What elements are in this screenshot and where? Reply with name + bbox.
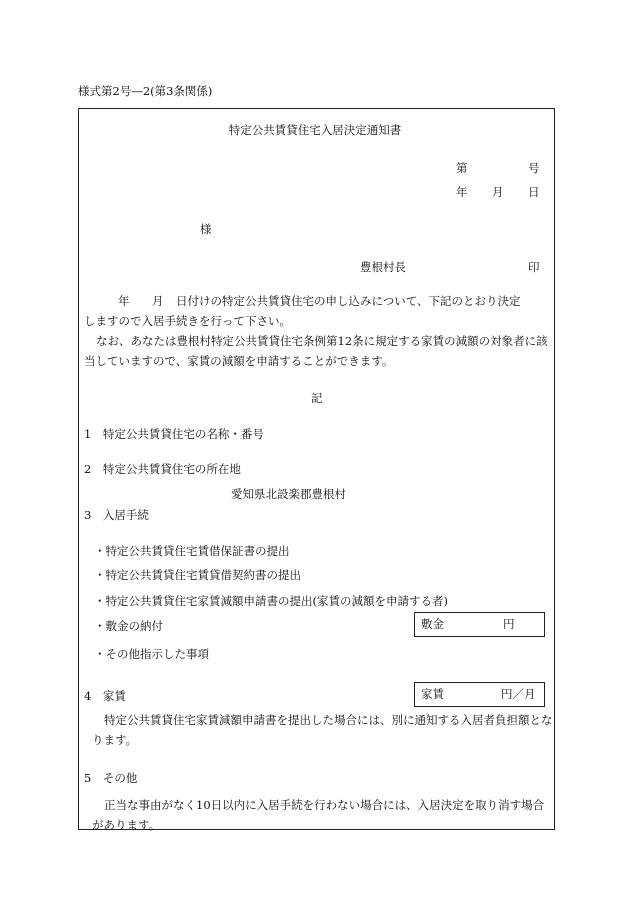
procedure-3: ・特定公共賃貸住宅家賃減額申請書の提出(家賃の減額を申請する者) [94, 594, 448, 608]
rent-note: 特定公共賃貸住宅家賃減額申請書を提出した場合には、別に通知する入居者負担額となります。 [92, 713, 553, 747]
procedure-2: ・特定公共賃貸住宅賃貸借契約書の提出 [94, 568, 301, 582]
item-3: 3 入居手続 [84, 508, 149, 522]
item-1: 1 特定公共賃貸住宅の名称・番号 [84, 427, 264, 441]
seal-mark: 印 [528, 260, 540, 274]
body-date-month: 月 [152, 294, 164, 308]
rent-label: 家賃 [421, 687, 444, 701]
body-paragraph-1: 日付けの特定公共賃貸住宅の申し込みについて、下記のとおり決定 [176, 294, 521, 308]
deposit-box[interactable] [414, 612, 545, 637]
number-suffix: 号 [528, 161, 540, 175]
body-paragraph-1-line2: しますので入居手続きを行って下さい。 [84, 314, 291, 328]
date-year: 年 [456, 185, 468, 199]
item-5: 5 その他 [84, 771, 138, 785]
form-number-label: 様式第2号―2(第3条関係) [78, 84, 213, 98]
procedure-5: ・その他指示した事項 [94, 647, 209, 661]
deposit-unit: 円 [503, 617, 515, 631]
date-month: 月 [492, 185, 504, 199]
procedure-4: ・敷金の納付 [94, 619, 163, 633]
item-4: 4 家賃 [84, 689, 126, 703]
date-day: 日 [528, 185, 540, 199]
document-title: 特定公共賃貸住宅入居決定通知書 [228, 123, 402, 137]
issuer-name: 豊根村長 [360, 260, 406, 274]
rent-box[interactable] [414, 682, 545, 707]
other-note: 正当な事由がなく10日以内に入居手続を行わない場合には、入居決定を取り消す場合があります。 [92, 798, 545, 832]
rent-unit: 円／月 [501, 687, 536, 701]
number-prefix: 第 [456, 161, 468, 175]
item-2: 2 特定公共賃貸住宅の所在地 [84, 462, 241, 476]
ki-heading: 記 [311, 391, 323, 405]
deposit-label: 敷金 [421, 617, 444, 631]
body-date-year: 年 [118, 294, 130, 308]
body-paragraph-2: なお、あなたは豊根村特定公共賃貸住宅条例第12条に規定する家賃の減額の対象者に該当していますので、家賃の減額を申請することができます。 [84, 334, 548, 368]
location-text: 愛知県北設楽郡豊根村 [231, 487, 346, 501]
addressee-suffix: 様 [200, 222, 212, 236]
procedure-1: ・特定公共賃貸住宅賃借保証書の提出 [94, 544, 290, 558]
